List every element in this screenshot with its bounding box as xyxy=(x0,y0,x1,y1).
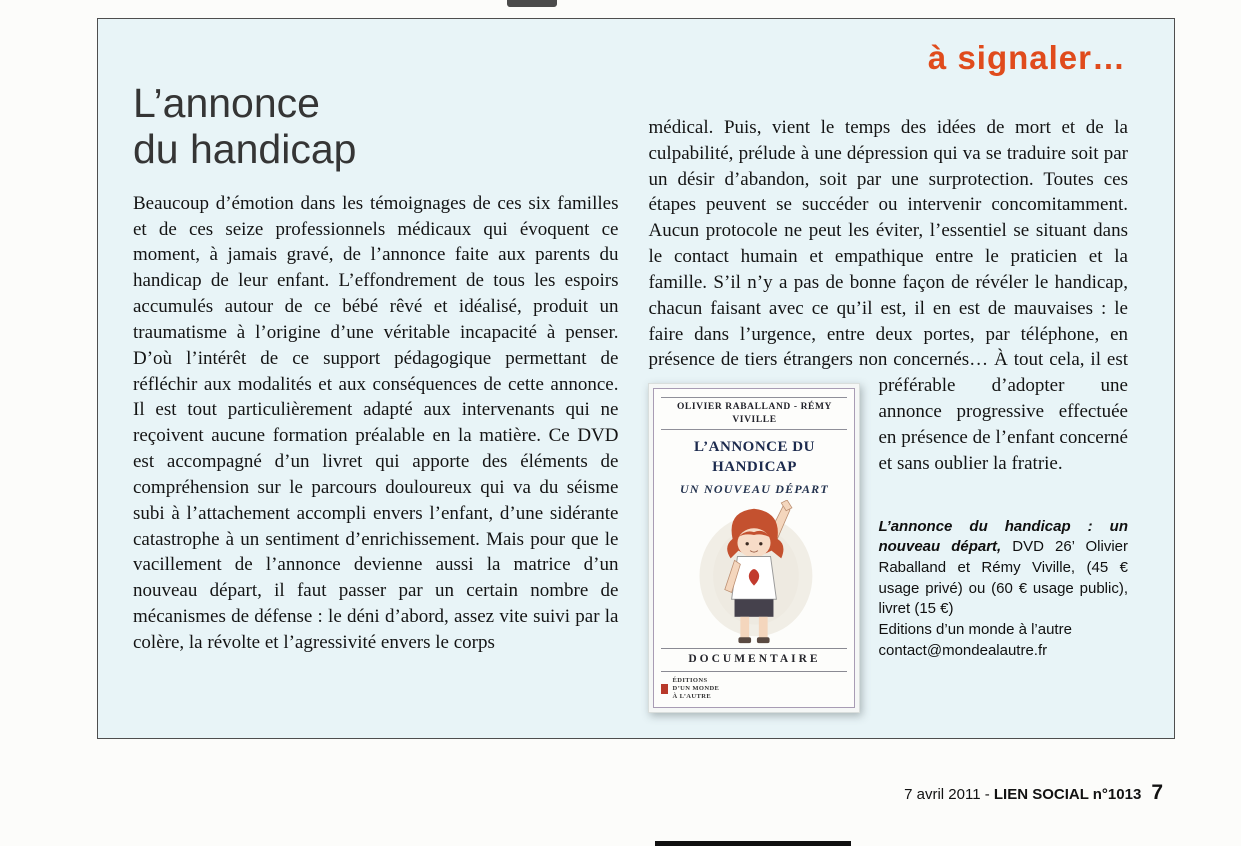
dvd-cover xyxy=(653,388,855,708)
right-column xyxy=(648,115,1128,717)
dvd-cover-title: L’ANNONCE DU HANDICAP xyxy=(694,439,815,476)
dvd-cover-publisher-logo xyxy=(661,677,847,701)
caption-contact-email: contact@mondealautre.fr xyxy=(878,641,1048,659)
dvd-cover-genre: DOCUMENTAIRE xyxy=(661,648,847,672)
footer-date: 7 avril 2011 - xyxy=(904,786,994,803)
article-title-line1: L’annonce xyxy=(133,79,320,126)
page-number: 7 xyxy=(1151,781,1163,804)
publisher-name: ÉDITIONS D’UN MONDE À L’AUTRE xyxy=(672,676,720,700)
publisher-mark-icon xyxy=(661,684,668,694)
section-flag: à signaler… xyxy=(927,39,1126,76)
article-title xyxy=(133,81,618,173)
caption-publisher: Editions d’un monde à l’autre xyxy=(878,620,1072,638)
scan-artifact-bottom xyxy=(655,841,851,846)
left-column xyxy=(133,81,618,717)
article-body-right-part2: cela, il est préférable d’adopter une annonce progressive effectuée en présence de l’enfant concerné et sans oublier la fratrie. xyxy=(878,349,1128,474)
article-body-right-part1: médical. Puis, vient le temps des idées de mort et de la culpabilité, prélude à une dépression qui va se traduire soit par un désir d’abandon, soit par une surprotection. Toutes ces étapes peuvent se succéder ou intervenir concomitamment. Aucun protocole ne peut les éviter, l’essentiel se situant dans le contact humain et empathique entre le praticien et la famille. S’il n’y a pas de bonne façon de révéler le handicap, chacun faisant avec ce qu’il est, il en est de mauvaises : le faire dans l’urgence, entre deux portes, par téléphone, en présence de tiers étrangers non concernés… À tout xyxy=(648,116,1128,371)
article-title-line2: du handicap xyxy=(133,125,357,172)
girl-illustration-svg xyxy=(661,500,847,646)
magazine-page-frame xyxy=(97,18,1175,739)
dvd-cover-illustration xyxy=(661,500,847,646)
caption-title: L’annonce du handicap : un nouveau départ, xyxy=(878,517,1128,556)
page-footer xyxy=(904,781,1163,805)
article-body-left: Beaucoup d’émotion dans les témoignages de ces six familles et de ces seize professionnels médicaux qui évoquent ce moment, à jamais gravé, de l’annonce faite aux parents du handicap de leur enfant. L’effondrement de tous les espoirs accumulés autour de ce bébé rêvé et idéalisé, produit un traumatisme à l’origine d’une véritable incapacité à penser. D’où l’intérêt de ce support pédagogique permettant de réfléchir aux modalités et aux conséquences de cette annonce. Il est tout particulièrement adapté aux intervenants qui ne reçoivent aucune formation préalable en la matière. Ce DVD est accompagné d’un livret qui apporte des éléments de compréhension sur le parcours douloureux qui va du séisme subi à l’attachement accompli envers l’enfant, d’une sidérante catastrophe à un sentiment d’enrichissement. Mais pour que le vacillement de l’annonce devienne aussi la matrice d’un nouveau départ, il faut passer par un certain nombre de mécanismes de défense : le déni d’abord, assez vite suivi par la colère, la révolte et l’agressivité envers le corps xyxy=(133,192,619,653)
article-body-right xyxy=(648,115,1128,700)
caption-details: DVD 26’ Olivier Raballand et Rémy Viville, (45 € usage privé) ou (60 € usage public), livret (15 €) xyxy=(878,538,1128,618)
footer-magazine-name: LIEN SOCIAL n°1013 xyxy=(993,786,1142,803)
dvd-cover-photo xyxy=(648,383,860,713)
article-columns xyxy=(133,81,1128,717)
dvd-cover-authors: OLIVIER RABALLAND - RÉMY VIVILLE xyxy=(661,397,847,430)
scan-artifact-top xyxy=(507,0,557,7)
dvd-cover-subtitle: UN NOUVEAU DÉPART xyxy=(680,481,829,496)
